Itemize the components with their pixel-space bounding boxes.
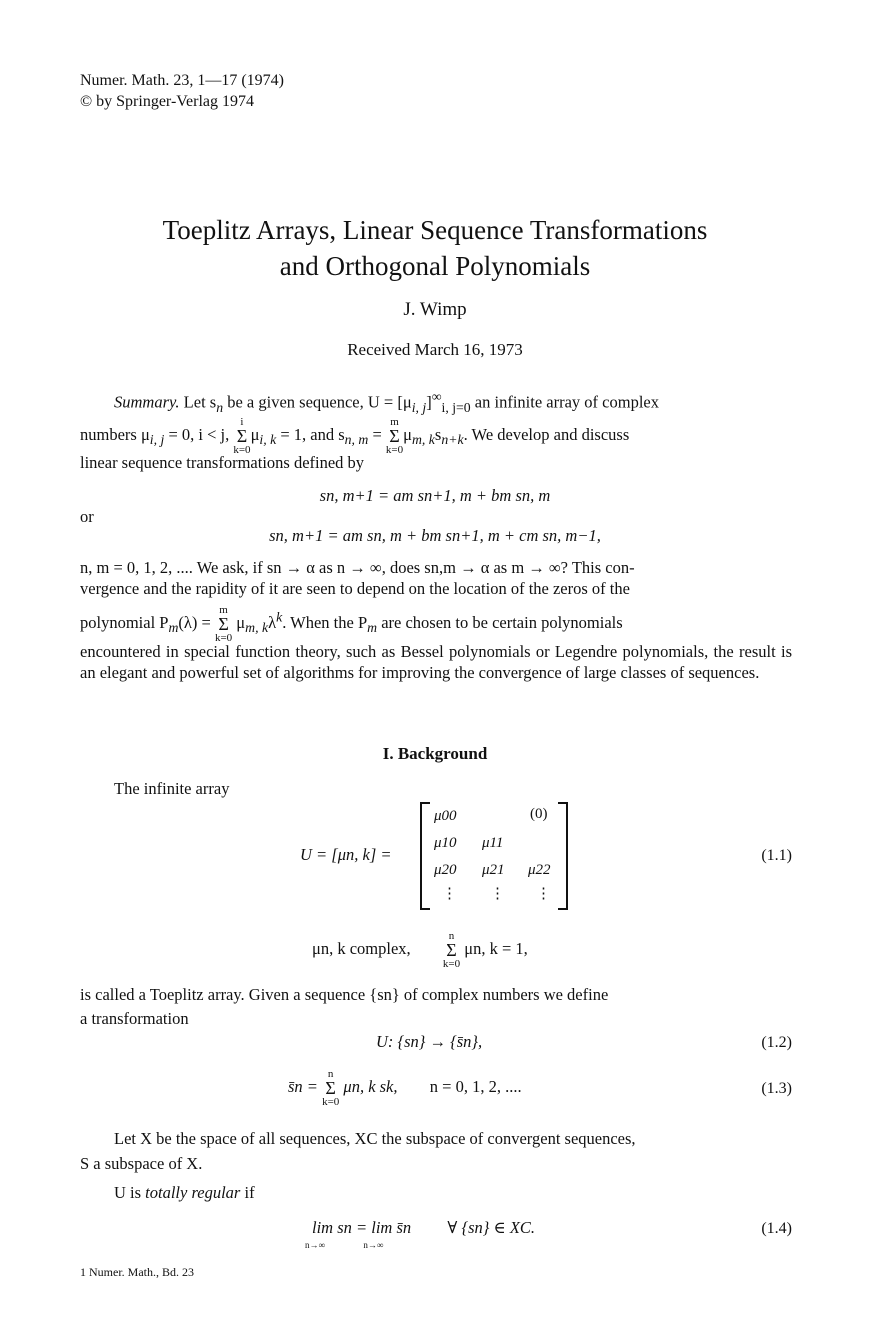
sum-operator: n Σ k=0 <box>442 930 461 970</box>
summary-text: Let s <box>183 392 217 412</box>
summary-line-6: polynomial $P_m(\lambda) = m$ Σ k=0 $\mu_{m, k}\lambda^k$. When the $P_m$ are chosen to be certain polynomials <box>80 604 623 644</box>
eq12: U: {sn} → {s̄n}, <box>376 1032 483 1051</box>
eq13: s̄n = n Σ k=0 μn, k sk, n = 0, 1, 2, .... <box>288 1068 522 1108</box>
eq-number: (1.1) <box>761 847 792 864</box>
summary-text: = 0, i < j, <box>164 424 234 444</box>
matrix-cell: ⋮ <box>490 886 505 902</box>
matrix-cell: μ10 <box>434 835 457 851</box>
matrix-cell: ⋮ <box>536 886 551 902</box>
sum-operator: i Σ k=0 <box>233 416 251 456</box>
matrix-cell: ⋮ <box>442 886 457 902</box>
eq-number: (1.2) <box>761 1034 792 1051</box>
matrix-cell: μ11 <box>482 835 504 851</box>
summary-text: ] <box>426 392 432 412</box>
journal-citation <box>80 70 284 112</box>
summary-line-4: n, m = 0, 1, 2, .... We ask, if sn → α as n → ∞, does sn,m → α as m → ∞? This con- <box>80 558 635 577</box>
summary-text: be a given sequence, U = [μ <box>223 392 412 412</box>
matrix-bracket-left <box>420 802 430 910</box>
summary-text: . We develop and discuss <box>463 424 630 444</box>
sum-operator: m Σ k=0 <box>385 416 404 456</box>
section-intro: The infinite array <box>114 779 230 798</box>
matrix-cell: μ22 <box>528 862 551 878</box>
section-line-5: U is totally regular if <box>114 1183 255 1202</box>
title-line-2: and Orthogonal Polynomials <box>279 251 591 281</box>
section-heading: I. Background <box>382 744 488 763</box>
summary-or: or <box>80 507 94 526</box>
matrix-cell: (0) <box>530 806 548 822</box>
summary-line-5: vergence and the rapidity of it are seen to depend on the location of the zeros of the <box>80 579 630 598</box>
title-line-1: Toeplitz Arrays, Linear Sequence Transformations <box>162 215 708 245</box>
summary-line-3: linear sequence transformations defined by <box>80 453 365 472</box>
summary-text: numbers μ <box>80 424 150 444</box>
summary-line-1: Summary. Let $s_n$ be a given sequence, $U = [\mu_{i, j}]^\infty_{i, j=0}$ an infinite array of complex <box>114 389 659 415</box>
paper-title <box>0 212 870 284</box>
toeplitz-matrix <box>420 802 568 908</box>
matrix-bracket-right <box>558 802 568 910</box>
eq-number: (1.4) <box>761 1220 792 1237</box>
summary-lead: Summary. <box>114 392 180 412</box>
section-line-2: a transformation <box>80 1009 189 1028</box>
summary-text: = 1, and s <box>276 424 345 444</box>
summary-eq-2: sn, m+1 = am sn, m + bm sn+1, m + cm sn, m−1, <box>269 526 601 545</box>
matrix-cell: μ20 <box>434 862 457 878</box>
summary-text: = <box>368 424 386 444</box>
eq14-limit-subscript: n→∞ n→∞ <box>305 1240 384 1250</box>
summary-line-7: encountered in special function theory, such as Bessel polynomials or Legendre polynomials, the result is an elegant and powerful set of algorithms for improving the convergence of large classes of sequences. <box>80 642 792 682</box>
sum-operator: n Σ k=0 <box>322 1068 340 1108</box>
eq11-condition: μn, k complex, n Σ k=0 μn, k = 1, <box>312 930 528 970</box>
received-date: Received March 16, 1973 <box>347 340 523 359</box>
section-line-3: Let X be the space of all sequences, XC the subspace of convergent sequences, <box>114 1129 636 1148</box>
eq-number: (1.3) <box>761 1080 792 1097</box>
eq11-lhs: U = [μn, k] = <box>300 845 392 864</box>
matrix-cell: μ21 <box>482 862 505 878</box>
summary-eq-1: sn, m+1 = am sn+1, m + bm sn, m <box>319 486 551 505</box>
matrix-cell: μ00 <box>434 808 457 824</box>
journal-line-2: © by Springer-Verlag 1974 <box>80 93 255 110</box>
section-line-4: S a subspace of X. <box>80 1154 203 1173</box>
summary-line-2: numbers $\mu_{i, j} = 0$, i < j, i Σ $k=0\mu_{i, k} = 1$, and $s_{n, m} = m$ Σ $k=0\mu_{m, k}s_{n+k}$. We develop and discuss <box>80 416 630 456</box>
journal-line-1: Numer. Math. 23, 1—17 (1974) <box>80 72 284 89</box>
page-footer: 1 Numer. Math., Bd. 23 <box>80 1265 194 1279</box>
author: J. Wimp <box>403 299 467 320</box>
section-line-1: is called a Toeplitz array. Given a sequence {sn} of complex numbers we define <box>80 985 609 1004</box>
eq14: lim sn = lim s̄n ∀ {sn} ∈ XC. <box>312 1218 536 1237</box>
summary-text: an infinite array of complex <box>470 392 659 412</box>
sum-operator: m Σ k=0 <box>214 604 233 644</box>
